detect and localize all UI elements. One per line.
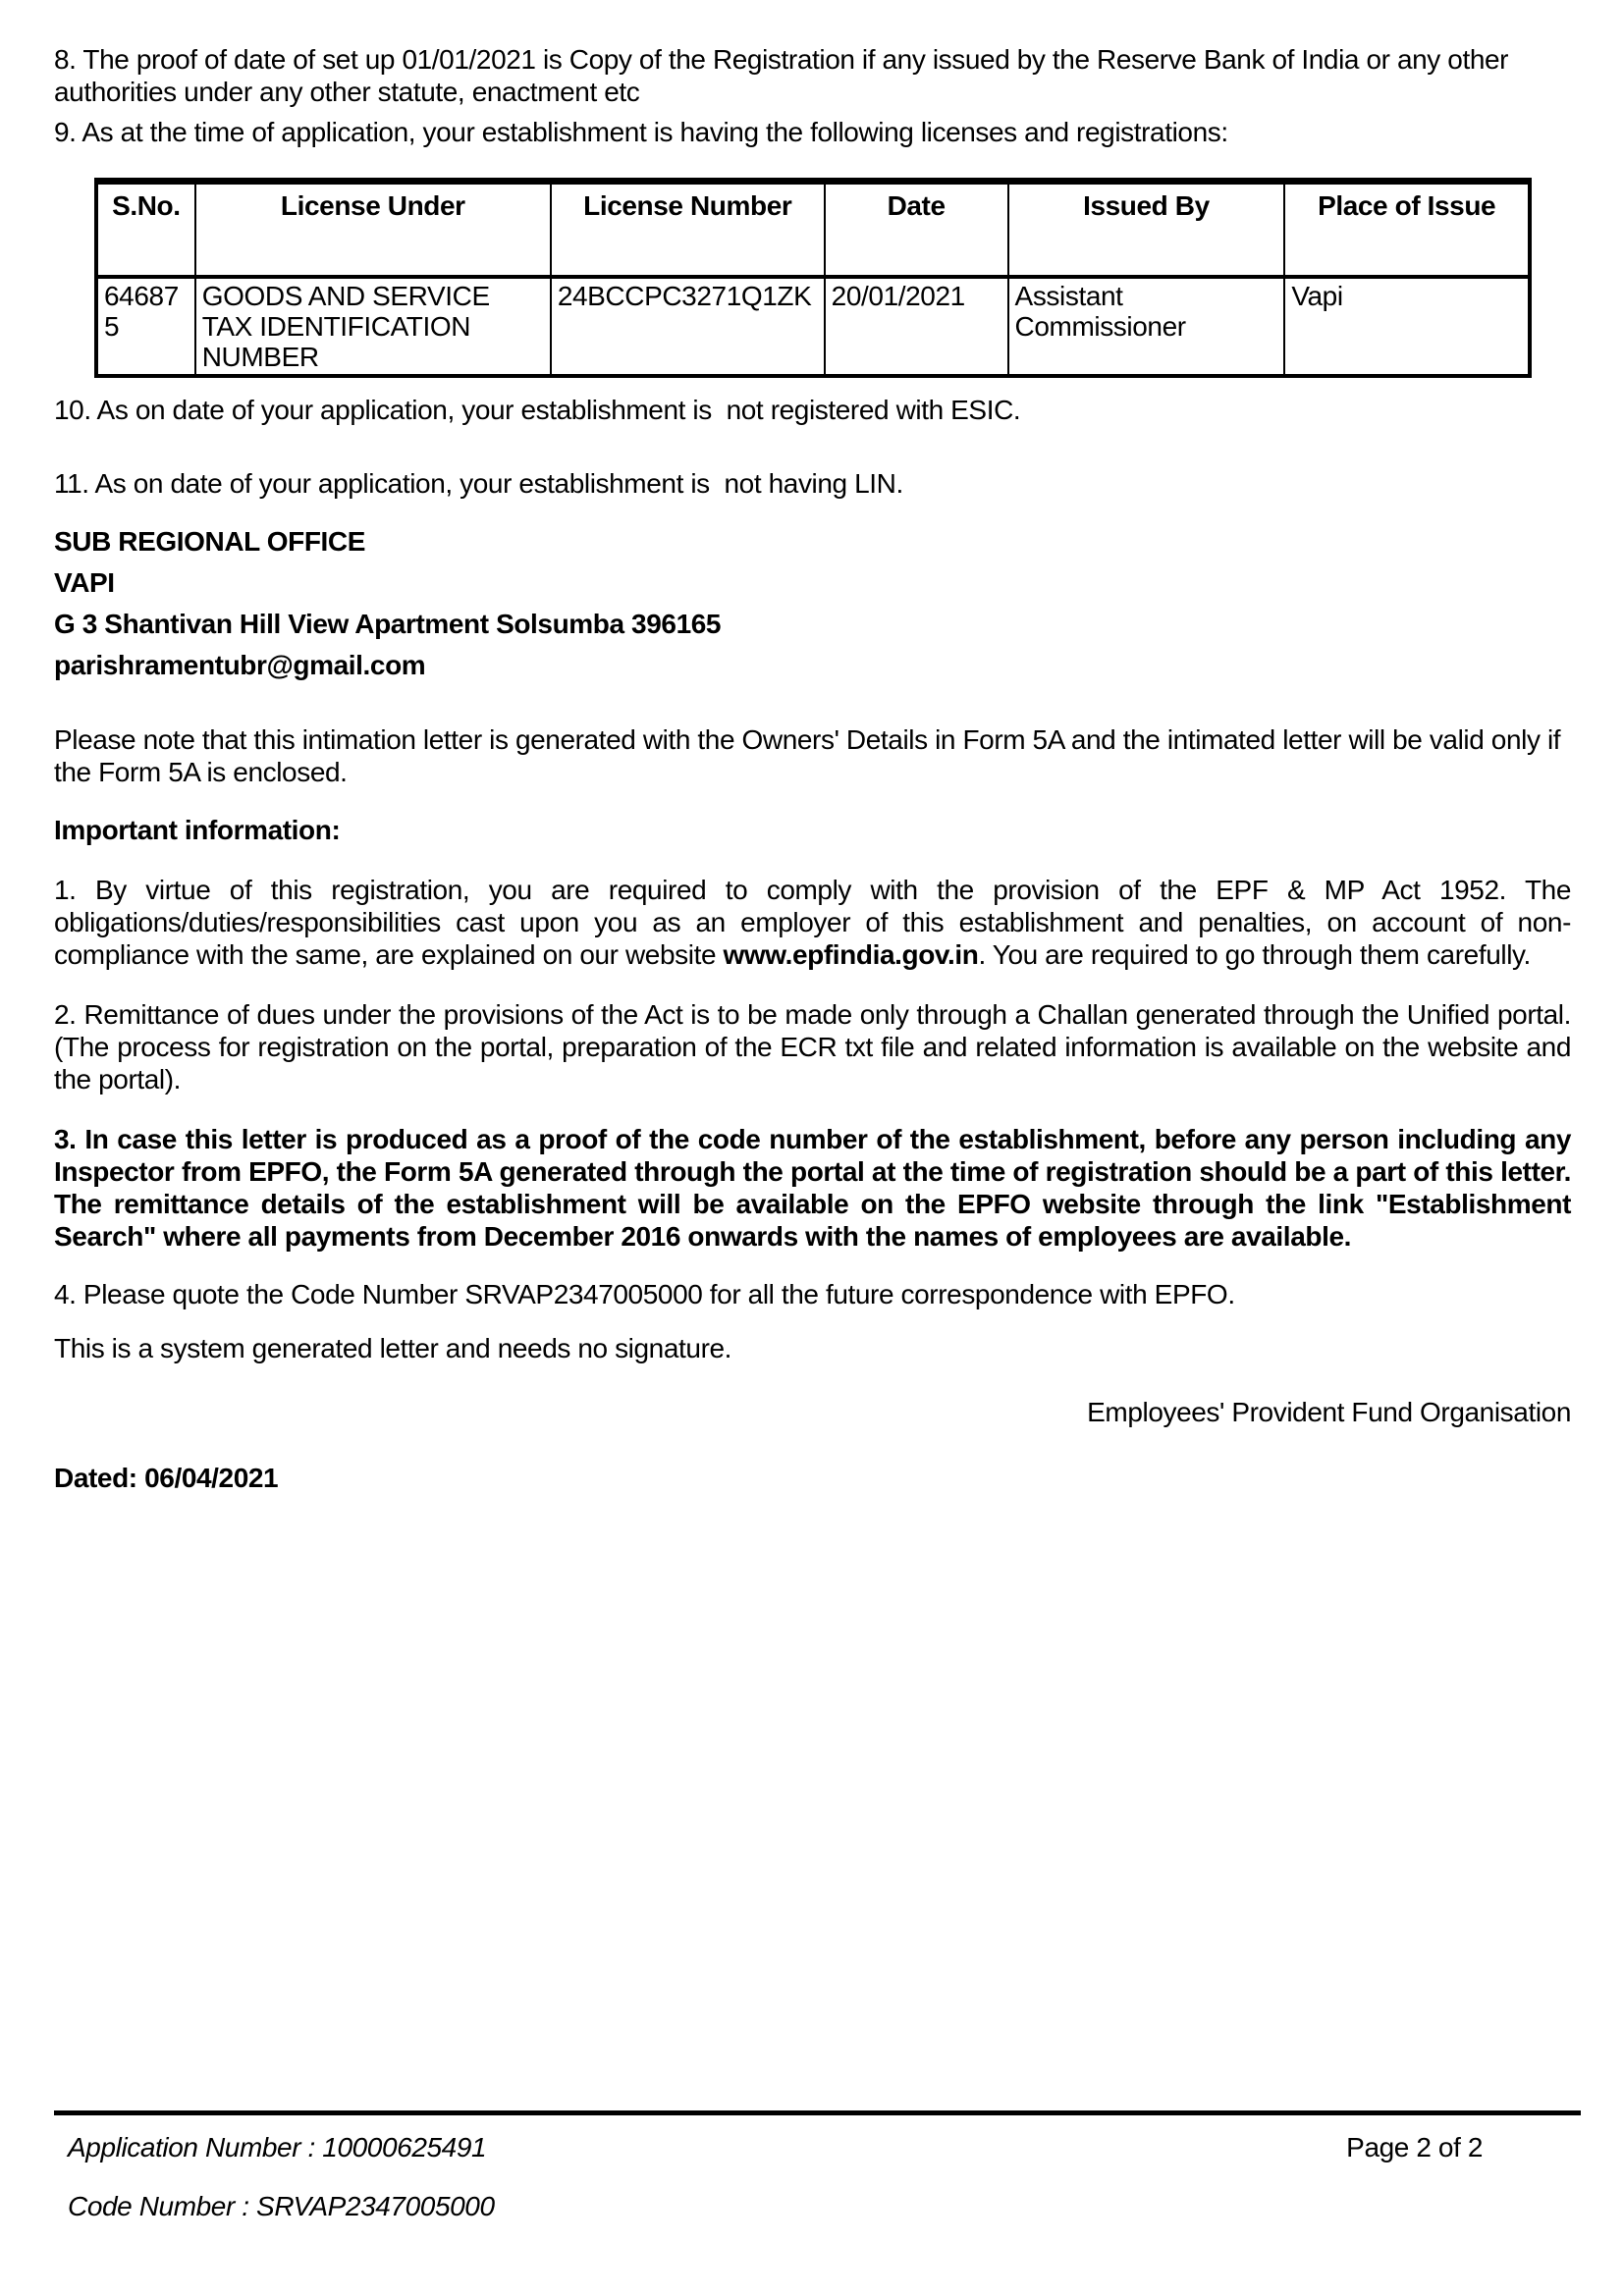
col-header-issued-by: Issued By <box>1008 182 1285 278</box>
clause-9: 9. As at the time of application, your establishment is having the following licenses and registrations: <box>54 117 1228 147</box>
col-header-license-number: License Number <box>551 182 825 278</box>
important-information-heading: Important information: <box>54 815 341 845</box>
important-item-1 <box>54 874 1571 971</box>
system-generated-note: This is a system generated letter and needs no signature. <box>54 1333 732 1363</box>
important-item-4: 4. Please quote the Code Number SRVAP2347005000 for all the future correspondence with EPFO. <box>54 1279 1235 1309</box>
office-email: parishramentubr@gmail.com <box>54 650 426 680</box>
table-header-row <box>96 182 1530 278</box>
cell-license-under: GOODS AND SERVICE TAX IDENTIFICATION NUMBER <box>195 277 551 376</box>
form5a-note: Please note that this intimation letter is generated with the Owners' Details in Form 5A and the intimated letter will be valid only if the Form 5A is enclosed. <box>54 724 1561 787</box>
clause-11: 11. As on date of your application, your establishment is not having LIN. <box>54 468 903 499</box>
license-table <box>94 178 1532 378</box>
epfindia-website-text: www.epfindia.gov.in <box>723 939 979 970</box>
important-item-3: 3. In case this letter is produced as a proof of the code number of the establishment, before any person including any Inspector from EPFO, the Form 5A generated through the portal at the time of registration should be a part of this letter. The remittance details of the establishment will be available on the EPFO website through the link "Establishment Search" where all payments from December 2016 onwards with the names of employees are available. <box>54 1124 1571 1252</box>
col-header-place-of-issue: Place of Issue <box>1284 182 1530 278</box>
footer-divider <box>54 2110 1581 2115</box>
cell-issued-by: Assistant Commissioner <box>1008 277 1285 376</box>
application-number: Application Number : 10000625491 <box>68 2132 487 2163</box>
dated-line: Dated: 06/04/2021 <box>54 1463 279 1493</box>
clause-8: 8. The proof of date of set up 01/01/2021 is Copy of the Registration if any issued by the Reserve Bank of India or any other authorities under any other statute, enactment etc <box>54 44 1509 107</box>
important-item-1-text-before: 1. By virtue of this registration, you are required to comply with the provision of the EPF & MP Act 1952. The obligations/duties/responsibilities cast upon you as an employer of this establishment and penalties, on account of non-compliance with the same, are explained on our website <box>54 875 1571 970</box>
footer-first-line <box>68 2131 1483 2163</box>
office-address: G 3 Shantivan Hill View Apartment Solsumba 396165 <box>54 609 722 639</box>
clause-10: 10. As on date of your application, your establishment is not registered with ESIC. <box>54 395 1021 425</box>
page-number: Page 2 of 2 <box>1346 2132 1483 2163</box>
important-item-2: 2. Remittance of dues under the provisions of the Act is to be made only through a Challan generated through the Unified portal. (The process for registration on the portal, preparation of the ECR txt file and related information is available on the website and the portal). <box>54 999 1571 1095</box>
organisation-signature: Employees' Provident Fund Organisation <box>1087 1397 1571 1427</box>
page-footer <box>54 2110 1581 2222</box>
cell-place-of-issue: Vapi <box>1284 277 1530 376</box>
license-table-wrapper <box>94 178 1571 378</box>
col-header-date: Date <box>825 182 1008 278</box>
cell-sno: 646875 <box>96 277 195 376</box>
col-header-sno: S.No. <box>96 182 195 278</box>
office-name: SUB REGIONAL OFFICE <box>54 526 366 557</box>
col-header-license-under: License Under <box>195 182 551 278</box>
letter-body <box>54 43 1571 1494</box>
code-number: Code Number : SRVAP2347005000 <box>68 2191 495 2221</box>
table-row <box>96 277 1530 376</box>
cell-date: 20/01/2021 <box>825 277 1008 376</box>
important-item-1-text-after: . You are required to go through them carefully. <box>978 939 1531 970</box>
cell-license-number: 24BCCPC3271Q1ZK <box>551 277 825 376</box>
office-city: VAPI <box>54 567 115 598</box>
